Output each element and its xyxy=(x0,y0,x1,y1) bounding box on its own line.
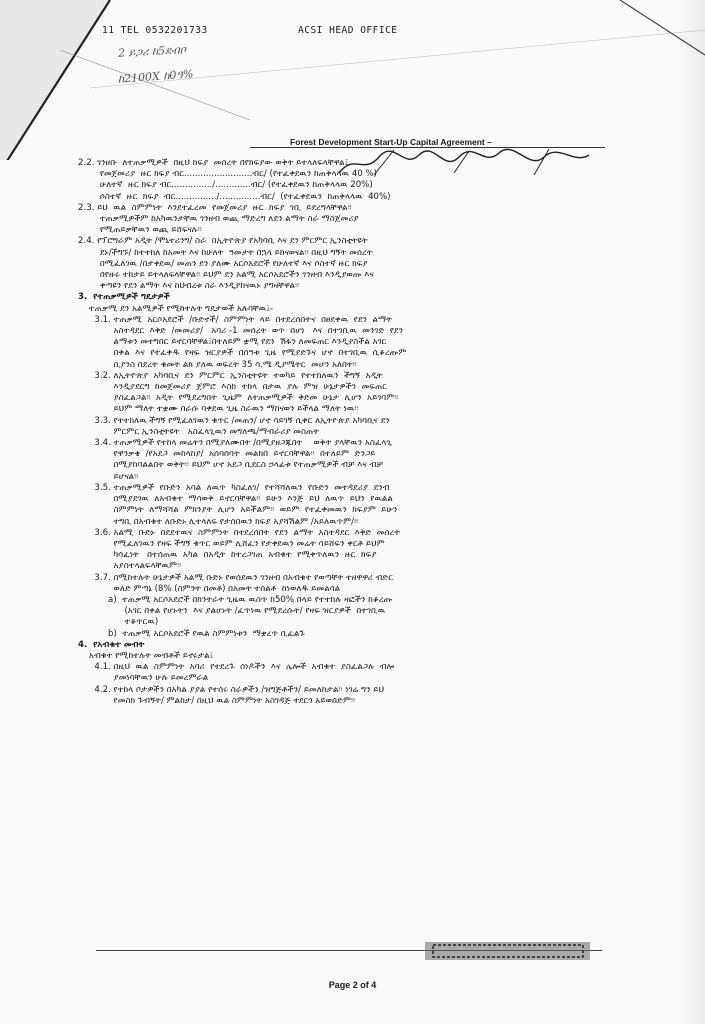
body-line: ተጠቃሚዎችም ከአካዉንታቸዉ ገንዘብ ወጪ ማድረግ ለደን ልማት ስራ ማስጀመሪያ xyxy=(78,214,359,225)
body-line: የዋንቃቄ /የአደጋ መከላከያ/ አሰባሰባት መልክበ ይኖርባቸዋል፡፡ በተለይም ድንጋይ xyxy=(78,449,376,460)
fax-header xyxy=(0,0,705,36)
body-line: 3.4. ተጠቃሚዎች የተከላ መሬትን በሚያለሙበት /በሚያዘጋጁበት ወቅት ያላቸዉን አስፈላጊ xyxy=(78,438,392,449)
body-line: 3. የተጠቃሚዎች ግዴታዎች xyxy=(78,292,170,303)
body-line: ቀጣዩን የደን ልማት እና ከህብረቱ ስራ እንዲያከናዉኑ ያግዛቸዋል፡፡ xyxy=(78,281,299,292)
body-line: ምርምር ኢንስቲትዩት አስፈላጊዉን መግለጫ/ማብራሪያ መስጠት xyxy=(78,426,319,437)
body-line: 4. የአብቁተ መብት xyxy=(78,639,145,650)
body-line: በሚያደገዉ ለአብቁተ ማሳወቅ ይኖርባቸዋል፡፡ ይሁን እንጅ ይህ ለዉጥ ይህን የዉልል xyxy=(78,494,393,505)
handwritten-note-2: ከ2100X ከ0ዓ% xyxy=(117,67,194,86)
body-line: አያስተላልፍላቸዉም፡፡ xyxy=(78,561,182,572)
body-line: 3.1. ተጠቃሚ አርሶአደሮች /ቡድኖች/ ስምምነት ላይ በተደረሰበትና በፀደቀዉ የደን ልማት xyxy=(78,314,393,325)
body-line: 4.1. በዚህ ዉል ስምምነት አባሪ የተደረጉ ሰነዶችን እና ሌሎች አብቁተ ያስፈልጋሉ ብሎ xyxy=(78,662,395,673)
body-line: 3.6. አልሚ ቡድኑ በደደተዉና ስምምነት በተደረሰበት የደን ልማት አስተዳደር እቅድ መሰረት xyxy=(78,527,401,538)
body-line: እንዲያደርግ ከመጀመሪያ ጀምሮ እስከ ተከላ በታዉ ያሉ ምዝ ሁኔታዎችን መፍጠር xyxy=(78,382,387,393)
handwritten-note-1: 2 ይጋሪ ከ5ደብቦ xyxy=(117,43,187,60)
body-line: አብቁተ የሚከተሉት መብቶች ይኖሩታል፤ xyxy=(78,650,214,661)
document-body xyxy=(78,158,618,707)
header-title: Forest Development Start-Up Capital Agreement – xyxy=(290,137,492,147)
body-line: የመጀመሪያ ዙር ክፍያ ብር.........................ብር/ (የተፈቀደዉን ከጠቅላላዉ 40 %) xyxy=(78,169,377,180)
body-line: በቀል እና የተፈቀዱ የዛፍ ዝርያዎች በሰዓቱ ጊዜ የሚያድጉና ሆኖ በተገቢዉ ሲቆረጡም xyxy=(78,348,407,359)
fax-tel: 11 TEL 0532201733 xyxy=(102,25,208,36)
stamp-mark xyxy=(425,938,590,964)
body-line: 3.3. የተተከለዉ ችግኝ የሚፈለገዉን ቁጥር /መጠን/ ሆኖ ሳይገኝ ሲቀር ለኢትዮጵያ አካባቢና ደን xyxy=(78,415,390,426)
body-line: ልማቱን መተግበር ይኖርባቸዋል፤በተለይም ቋሚ የደን ሽፋን ለመፍጠር እንዲያስችል አገር xyxy=(78,337,387,348)
body-line: ካሳፈነት በተሰጠዉ አካል በአዲት ከተረጋገጠ አብቁተ የሚቀጥለዉን ዙር ክፍያ xyxy=(78,550,377,561)
body-line: ስምምነት ለማሻሻል ምክንያት ሊሆን አይችልም፡፡ ወይም የተፈቀመዉን ክፍያም ይሁን xyxy=(78,505,398,516)
body-line: በሚፈለገዉ /በታቀደዉ/ መጠን ደን ያለሙ አርሶአደሮች የሁለተኛ እና ሶስተኛ ዙር ክፍያ xyxy=(78,258,368,269)
body-line: የመስክ ጉብኝት/ ምልከታ/ በዚህ ዉል ስምምነት አስገዳጅ ተደርጎ አይወሰድም፡፡ xyxy=(78,695,356,706)
body-line: የሚጠይቃቸዉን ወጪ ይሸፍናሉ፡፡ xyxy=(78,225,202,236)
body-line: 3.5. ተጠቃሚዎች የቡድን አባል ለዉጥ ካስፈለገ/ የተሻሻለዉን የቡድን መተዳደሪያ ደንብ xyxy=(78,482,390,493)
body-line: 4.2. የተከላ ቦታዎችን በአካል ያያል የተሰሩ ስራዎችን /ዝግጅቶችን/ ይመለከታል፡፡ ነገሬ ግን ይህ xyxy=(78,684,385,695)
body-line: ሁለተኛ ዙር ክፍያ ብር.............../.............ብር/ (የተፈቀደዉን ከጠቅላላዉ 20%) xyxy=(78,180,373,191)
folded-corner xyxy=(0,0,705,160)
body-line: ተጠቃሚ ደን አልሚዎች የሚከተሉት ግዴታወች አሉባቸዉ፤- xyxy=(78,303,273,314)
body-line: 3.2. ለኢትዮጵያ አካባቢና ደን ምርምር ኢንስቲትዩት ተወካይ የተተከለዉን ችግኝ አዲት xyxy=(78,370,383,381)
body-line: ቢያንስ በደረት ቁመት ልክ ያለዉ ወፍረት 35 ሳ.ሜ ዲያሜትር መሆን አለበት፡፡ xyxy=(78,359,357,370)
body-line: ደኑ/ችግኙ/ ከተተከለ ከአመት እና ከሁለት ዓመታት በኋላ ይከናወናል፡፡ በዚህ ግኝት መሰረት xyxy=(78,247,373,258)
body-line: ተቆጥርዉ) xyxy=(78,617,159,628)
body-line: በየዙሩ ተከታይ ይተላለፍላቸዋል፡፡ ይህም ደን አልሚ አርሶአደሮችን ገንዘብ እንዲያወጡ እና xyxy=(78,270,374,281)
body-line: 3.7. በሚከተሉት ሁኔታዎች አልሚ ቡድኑ የወሰደዉን ገንዘብ በአብቁተ የወጣቸት ተዘዋዋሪ ብድር xyxy=(78,572,394,583)
body-line: ያመነባቸዉን ሁሉ ይመረምራል xyxy=(78,673,209,684)
body-line: ያስፈልጋል፡፡ አዲት የሚደረግበት ጊዜም ለተጠቃሚዎች ቅድመ ሁኔታ ሊሆን አይገባም፡፡ xyxy=(78,393,399,404)
body-line: 2.4. የፕሮግራም አዲት /ሞኒተሪንግ/ ስራ በኢትዮጵያ የአካባቢ እና ደን ምርምር ኢንስቲትዩት xyxy=(78,236,368,247)
body-line: በሚያከባልልበት ወቅት፡፡ ይህም ሆኖ አደጋ ቢደርስ ኃላፊቱ የተጠቃሚዎች ብቻ እና ብቻ xyxy=(78,460,383,471)
body-line: a) ተጠቃሚ አርሶአደሮች በክንትራት ጊዜዉ ዉስጥ ከ50% በላይ የተተከሉ ዛፎችን ከቆረጡ xyxy=(78,594,393,605)
body-line: የሚፈለገዉን የዛፍ ችግኝ ቁጥር ወይም ሊሸፈን የታቀደዉን መሬት ሳይሸፍን ቀርቶ ይህም xyxy=(78,538,385,549)
body-line: ይሆናል፡፡ xyxy=(78,471,139,482)
body-line: b) ተጠቃሚ አርሶአደሮች የዉል ስምምነቱን ማቋረጥ ቢፈልጉ xyxy=(78,628,305,639)
body-line: ሶስተኛ ዙር ክፍያ ብር.............../...............ብር/ (የተፈቀደዉን ከጠቅላላዉ 40%) xyxy=(78,191,391,202)
fax-office: ACSI HEAD OFFICE xyxy=(298,25,398,36)
body-line: 2.3. ይህ ዉል ስምምነት እንደተፈረመ የመጀመሪያ ዙር ክፍያ ገቢ ይደረግላቸዋል፡፡ xyxy=(78,202,352,213)
body-line: ይህም ማለት ተቋሙ በራሱ ባቀደዉ ጊዜ ስራዉን ማከናወን ይችላል ማለት ነዉ፡፡ xyxy=(78,404,359,415)
body-line: (አገር በቀል የሆኑትን እና ያልሆኑት /ፈጥነዉ የሚደረሱት/ የዛፍ ዝርያዎች በተገቢዉ xyxy=(78,606,386,617)
page-number: Page 2 of 4 xyxy=(328,980,377,990)
body-line: ተግቢ በአብቁተ ለቡድኑ ሊተላለፍ የታሰበዉን ክፍያ አያሻሽልም /አይለዉጥም/፡፡ xyxy=(78,516,359,527)
body-line: ወለድ ምጣኔ (8% (ስምንት በመቶ) በአመት ተሰልቶ ከነወለዱ ይመልሳል xyxy=(78,583,341,594)
body-line: አስተዳደር እቅድ /መመሪያ/ አባሪ -1 መሰረት ወጥ በሆነ እና በተገቢዉ መንገድ የደን xyxy=(78,326,404,337)
body-line: 2.2. ገንዘቡ ለተጠቃሚዎች በዚህ ክፍያ መሰረት በየክፍያው ወቅት ይተላለፍላቸዋል፤ xyxy=(78,158,349,168)
